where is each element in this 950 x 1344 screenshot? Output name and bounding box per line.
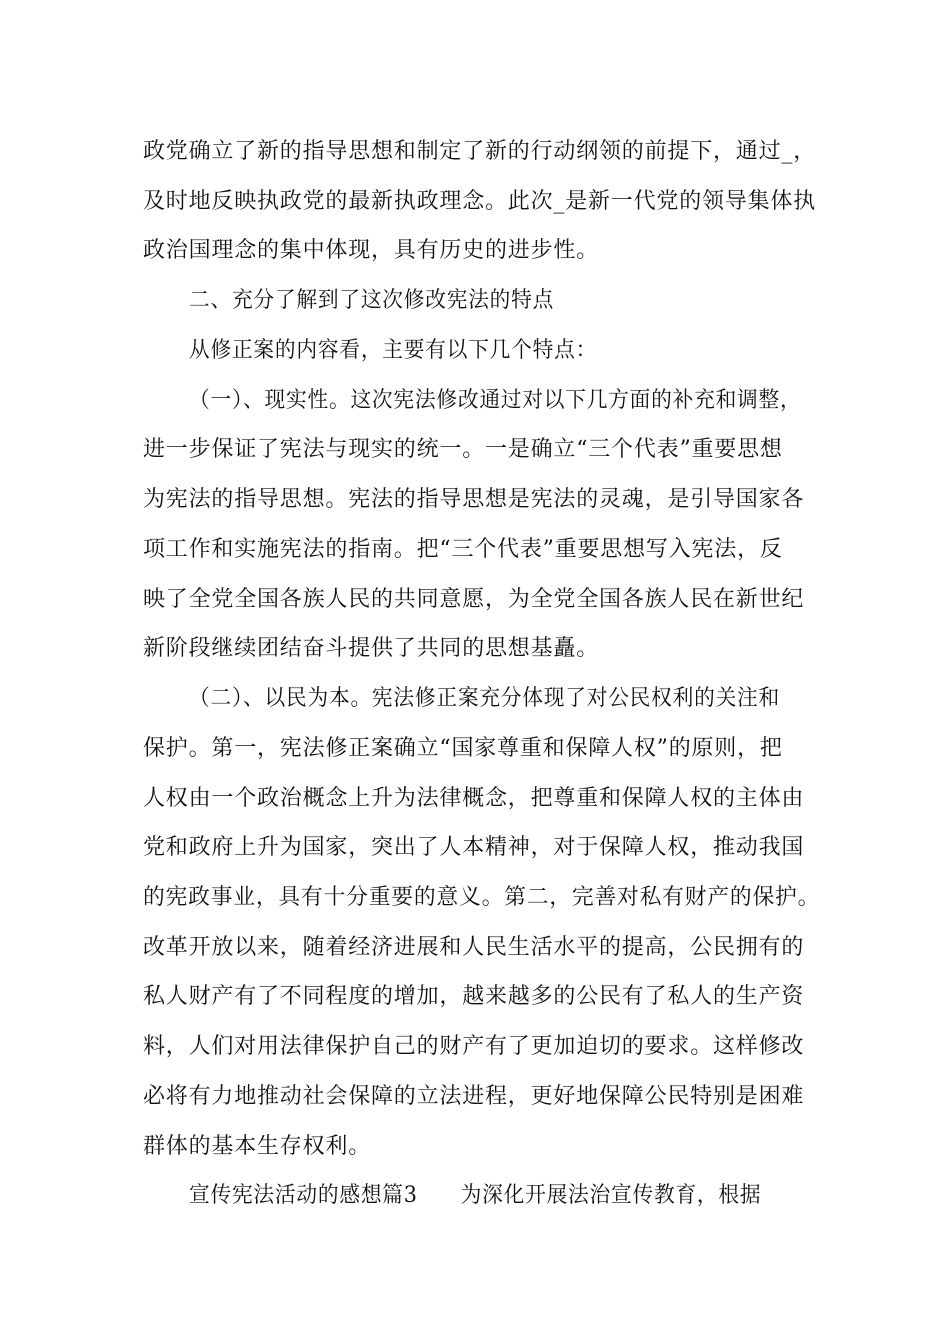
section-heading: 二、充分了解到了这次修改宪法的特点: [189, 288, 555, 313]
text-line: 的宪政事业，具有十分重要的意义。第二，完善对私有财产的保护。: [143, 885, 821, 910]
text-line: 宣传宪法活动的感想篇3 为深化开展法治宣传教育，根据: [189, 1183, 762, 1208]
text-line: 人权由一个政治概念上升为法律概念，把尊重和保障人权的主体由: [143, 786, 805, 811]
text-line: 党和政府上升为国家，突出了人本精神，对于保障人权，推动我国: [143, 835, 805, 860]
text-line: 改革开放以来，随着经济进展和人民生活水平的提高，公民拥有的: [143, 935, 805, 960]
text-line: （二）、以民为本。宪法修正案充分体现了对公民权利的关注和: [189, 686, 781, 711]
text-line: 映了全党全国各族人民的共同意愿，为全党全国各族人民在新世纪: [143, 587, 805, 612]
text-line: 及时地反映执政党的最新执政理念。此次_是新一代党的领导集体执: [143, 189, 817, 214]
text-line: 为宪法的指导思想。宪法的指导思想是宪法的灵魂，是引导国家各: [143, 487, 805, 512]
text-line: 料，人们对用法律保护自己的财产有了更加迫切的要求。这样修改: [143, 1034, 805, 1059]
text-line: 项工作和实施宪法的指南。把“三个代表”重要思想写入宪法，反: [143, 537, 783, 562]
text-line: 私人财产有了不同程度的增加，越来越多的公民有了私人的生产资: [143, 984, 805, 1009]
text-line: 新阶段继续团结奋斗提供了共同的思想基矗。: [143, 636, 600, 661]
text-line: 群体的基本生存权利。: [143, 1134, 372, 1159]
text-line: （一）、现实性。这次宪法修改通过对以下几方面的补充和调整，: [189, 388, 802, 413]
text-line: 必将有力地推动社会保障的立法进程，更好地保障公民特别是困难: [143, 1084, 805, 1109]
text-line: 政治国理念的集中体现，具有历史的进步性。: [143, 238, 600, 263]
text-line: 进一步保证了宪法与现实的统一。一是确立“三个代表”重要思想: [143, 437, 783, 462]
text-line: 保护。第一，宪法修正案确立“国家尊重和保障人权”的原则，把: [143, 736, 783, 761]
text-line: 政党确立了新的指导思想和制定了新的行动纲领的前提下，通过_，: [143, 139, 817, 164]
text-line: 从修正案的内容看，主要有以下几个特点：: [189, 338, 598, 363]
